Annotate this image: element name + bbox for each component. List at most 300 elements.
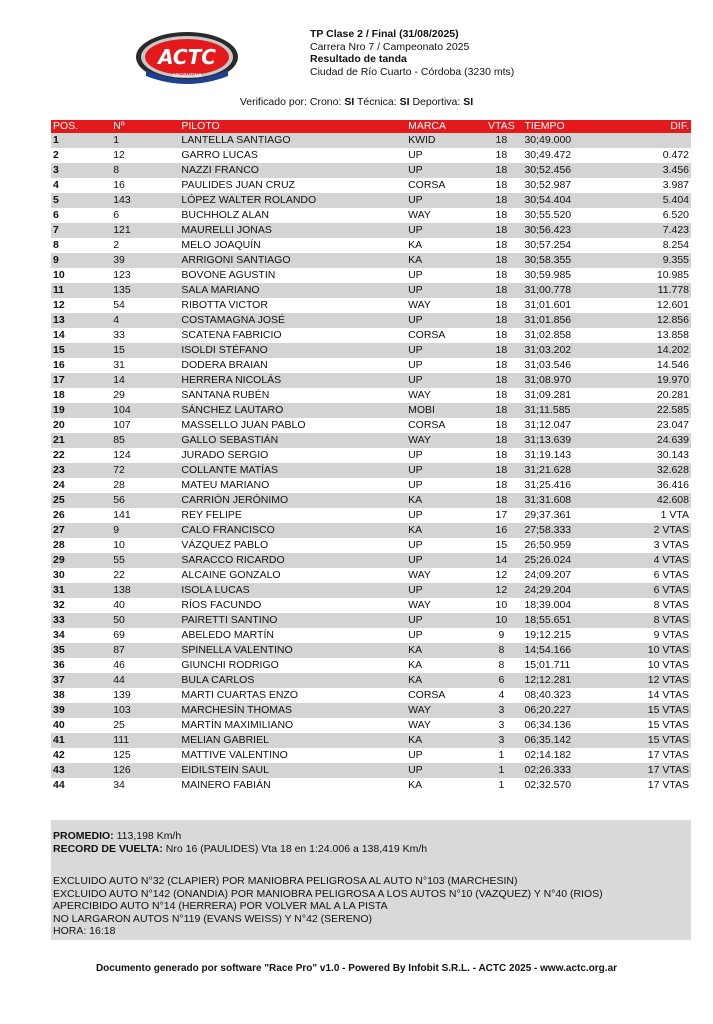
table-row (51, 478, 691, 493)
cell-nro: 56 (111, 493, 179, 508)
table-row (51, 388, 691, 403)
cell-pos: 32 (51, 598, 111, 613)
cell-nro: 143 (111, 193, 179, 208)
cell-nro: 69 (111, 628, 179, 643)
cell-vtas: 18 (480, 298, 522, 313)
cell-tiempo: 30;57.254 (522, 238, 606, 253)
cell-marca: UP (406, 478, 480, 493)
cell-piloto: RIBOTTA VICTOR (179, 298, 406, 313)
cell-marca: KA (406, 733, 480, 748)
cell-dif: 0.472 (607, 148, 691, 163)
cell-piloto: SÁNCHEZ LAUTARO (179, 403, 406, 418)
table-row (51, 373, 691, 388)
cell-vtas: 18 (480, 133, 522, 148)
record-label: RECORD DE VUELTA: (53, 842, 163, 855)
cell-piloto: REY FELIPE (179, 508, 406, 523)
cell-nro: 39 (111, 253, 179, 268)
cell-nro: 50 (111, 613, 179, 628)
cell-pos: 18 (51, 388, 111, 403)
cell-nro: 54 (111, 298, 179, 313)
cell-marca: WAY (406, 298, 480, 313)
cell-pos: 36 (51, 658, 111, 673)
cell-tiempo: 02;32.570 (522, 778, 606, 793)
cell-piloto: LÓPEZ WALTER ROLANDO (179, 193, 406, 208)
cell-pos: 22 (51, 448, 111, 463)
cell-marca: KA (406, 238, 480, 253)
table-row (51, 418, 691, 433)
cell-tiempo: 31;12.047 (522, 418, 606, 433)
cell-tiempo: 24;09.207 (522, 568, 606, 583)
cell-pos: 30 (51, 568, 111, 583)
cell-dif: 15 VTAS (607, 703, 691, 718)
cell-dif: 3.987 (607, 178, 691, 193)
cell-tiempo: 26;50.959 (522, 538, 606, 553)
table-row (51, 583, 691, 598)
cell-pos: 17 (51, 373, 111, 388)
cell-vtas: 18 (480, 448, 522, 463)
cell-pos: 27 (51, 523, 111, 538)
cell-pos: 4 (51, 178, 111, 193)
cell-piloto: MARTÍN MAXIMILIANO (179, 718, 406, 733)
cell-marca: KA (406, 778, 480, 793)
cell-nro: 1 (111, 133, 179, 148)
cell-tiempo: 31;03.546 (522, 358, 606, 373)
cell-piloto: EIDILSTEIN SAUL (179, 763, 406, 778)
cell-vtas: 18 (480, 148, 522, 163)
cell-pos: 3 (51, 163, 111, 178)
table-row (51, 223, 691, 238)
cell-vtas: 18 (480, 163, 522, 178)
cell-marca: UP (406, 553, 480, 568)
cell-tiempo: 19;12.215 (522, 628, 606, 643)
cell-piloto: VÁZQUEZ PABLO (179, 538, 406, 553)
cell-vtas: 4 (480, 688, 522, 703)
cell-nro: 10 (111, 538, 179, 553)
col-header-tiempo: TIEMPO (522, 120, 606, 133)
cell-tiempo: 06;35.142 (522, 733, 606, 748)
cell-pos: 7 (51, 223, 111, 238)
footer-text: Documento generado por software "Race Pro" v1.0 - Powered By Infobit S.R.L. - ACTC 2025 - www.actc.org.ar (95, 963, 618, 974)
cell-vtas: 10 (480, 613, 522, 628)
cell-nro: 16 (111, 178, 179, 193)
verification-deportiva-label: Deportiva: (412, 96, 461, 108)
cell-dif: 10 VTAS (607, 643, 691, 658)
table-row (51, 253, 691, 268)
col-header-piloto: PILOTO (179, 120, 406, 133)
cell-vtas: 3 (480, 733, 522, 748)
cell-tiempo: 31;11.585 (522, 403, 606, 418)
cell-vtas: 3 (480, 718, 522, 733)
cell-vtas: 10 (480, 598, 522, 613)
cell-dif: 14 VTAS (607, 688, 691, 703)
col-header-pos: POS. (51, 120, 111, 133)
cell-pos: 38 (51, 688, 111, 703)
cell-vtas: 18 (480, 283, 522, 298)
cell-vtas: 18 (480, 208, 522, 223)
cell-tiempo: 31;13.639 (522, 433, 606, 448)
cell-dif: 19.970 (607, 373, 691, 388)
cell-dif: 8 VTAS (607, 613, 691, 628)
cell-vtas: 12 (480, 583, 522, 598)
cell-pos: 35 (51, 643, 111, 658)
table-row (51, 133, 691, 148)
cell-nro: 33 (111, 328, 179, 343)
cell-dif: 17 VTAS (607, 748, 691, 763)
logo-subtext: ARGENTINA (172, 73, 202, 79)
cell-marca: UP (406, 148, 480, 163)
cell-vtas: 8 (480, 658, 522, 673)
cell-nro: 25 (111, 718, 179, 733)
cell-nro: 12 (111, 148, 179, 163)
table-row (51, 658, 691, 673)
cell-dif: 6.520 (607, 208, 691, 223)
cell-nro: 29 (111, 388, 179, 403)
cell-vtas: 3 (480, 703, 522, 718)
cell-dif (607, 133, 691, 148)
cell-nro: 14 (111, 373, 179, 388)
table-row (51, 763, 691, 778)
verification-crono: SI (344, 96, 355, 108)
table-row (51, 238, 691, 253)
cell-dif: 36.416 (607, 478, 691, 493)
cell-tiempo: 31;19.143 (522, 448, 606, 463)
record-line (53, 843, 689, 856)
cell-pos: 20 (51, 418, 111, 433)
cell-vtas: 16 (480, 523, 522, 538)
cell-nro: 4 (111, 313, 179, 328)
cell-dif: 6 VTAS (607, 568, 691, 583)
cell-piloto: SALA MARIANO (179, 283, 406, 298)
table-row (51, 283, 691, 298)
cell-tiempo: 29;37.361 (522, 508, 606, 523)
cell-dif: 15 VTAS (607, 718, 691, 733)
cell-pos: 23 (51, 463, 111, 478)
cell-piloto: CARRIÓN JERÓNIMO (179, 493, 406, 508)
cell-vtas: 18 (480, 253, 522, 268)
cell-marca: KA (406, 643, 480, 658)
cell-nro: 31 (111, 358, 179, 373)
cell-piloto: BULA CARLOS (179, 673, 406, 688)
cell-pos: 10 (51, 268, 111, 283)
cell-piloto: MAINERO FABIÁN (179, 778, 406, 793)
cell-nro: 44 (111, 673, 179, 688)
col-header-nro: Nº (111, 120, 179, 133)
cell-dif: 9.355 (607, 253, 691, 268)
cell-nro: 107 (111, 418, 179, 433)
cell-vtas: 18 (480, 268, 522, 283)
cell-vtas: 18 (480, 463, 522, 478)
table-row (51, 703, 691, 718)
cell-tiempo: 02;26.333 (522, 763, 606, 778)
cell-piloto: MARTI CUARTAS ENZO (179, 688, 406, 703)
cell-dif: 6 VTAS (607, 583, 691, 598)
cell-marca: KA (406, 493, 480, 508)
cell-piloto: ISOLDI STÉFANO (179, 343, 406, 358)
cell-dif: 3.456 (607, 163, 691, 178)
cell-nro: 46 (111, 658, 179, 673)
cell-vtas: 1 (480, 778, 522, 793)
cell-vtas: 18 (480, 418, 522, 433)
cell-piloto: LANTELLA SANTIAGO (179, 133, 406, 148)
cell-nro: 141 (111, 508, 179, 523)
cell-dif: 17 VTAS (607, 778, 691, 793)
cell-pos: 14 (51, 328, 111, 343)
cell-tiempo: 30;52.456 (522, 163, 606, 178)
cell-tiempo: 27;58.333 (522, 523, 606, 538)
cell-piloto: BUCHHOLZ ALAN (179, 208, 406, 223)
cell-nro: 2 (111, 238, 179, 253)
cell-pos: 41 (51, 733, 111, 748)
cell-tiempo: 30;52.987 (522, 178, 606, 193)
cell-pos: 13 (51, 313, 111, 328)
table-row (51, 748, 691, 763)
cell-piloto: SCATENA FABRICIO (179, 328, 406, 343)
cell-piloto: PAULIDES JUAN CRUZ (179, 178, 406, 193)
cell-dif: 10 VTAS (607, 658, 691, 673)
cell-vtas: 18 (480, 343, 522, 358)
cell-dif: 3 VTAS (607, 538, 691, 553)
cell-dif: 13.858 (607, 328, 691, 343)
cell-vtas: 18 (480, 388, 522, 403)
cell-marca: UP (406, 463, 480, 478)
cell-tiempo: 15;01.711 (522, 658, 606, 673)
table-row (51, 778, 691, 793)
cell-dif: 20.281 (607, 388, 691, 403)
cell-marca: UP (406, 358, 480, 373)
cell-pos: 29 (51, 553, 111, 568)
cell-tiempo: 18;55.651 (522, 613, 606, 628)
cell-pos: 28 (51, 538, 111, 553)
cell-tiempo: 30;49.000 (522, 133, 606, 148)
cell-dif: 17 VTAS (607, 763, 691, 778)
cell-piloto: ABELEDO MARTÍN (179, 628, 406, 643)
cell-marca: KA (406, 673, 480, 688)
cell-marca: KA (406, 253, 480, 268)
cell-piloto: SANTANA RUBÉN (179, 388, 406, 403)
cell-pos: 21 (51, 433, 111, 448)
cell-dif: 12.856 (607, 313, 691, 328)
table-header-row (51, 120, 691, 133)
cell-piloto: MAURELLI JONAS (179, 223, 406, 238)
cell-piloto: MARCHESÍN THOMAS (179, 703, 406, 718)
cell-marca: UP (406, 373, 480, 388)
cell-vtas: 18 (480, 328, 522, 343)
cell-nro: 8 (111, 163, 179, 178)
cell-pos: 19 (51, 403, 111, 418)
table-row (51, 298, 691, 313)
cell-marca: WAY (406, 433, 480, 448)
table-row (51, 508, 691, 523)
cell-tiempo: 18;39.004 (522, 598, 606, 613)
cell-dif: 14.546 (607, 358, 691, 373)
cell-pos: 9 (51, 253, 111, 268)
cell-dif: 42.608 (607, 493, 691, 508)
cell-tiempo: 25;26.024 (522, 553, 606, 568)
cell-tiempo: 31;01.856 (522, 313, 606, 328)
table-row (51, 733, 691, 748)
cell-marca: UP (406, 283, 480, 298)
cell-tiempo: 02;14.182 (522, 748, 606, 763)
col-header-dif: DIF. (607, 120, 691, 133)
cell-piloto: COLLANTE MATÍAS (179, 463, 406, 478)
cell-piloto: MASSELLO JUAN PABLO (179, 418, 406, 433)
table-row (51, 553, 691, 568)
cell-pos: 44 (51, 778, 111, 793)
cell-dif: 22.585 (607, 403, 691, 418)
table-row (51, 598, 691, 613)
cell-marca: WAY (406, 388, 480, 403)
cell-pos: 26 (51, 508, 111, 523)
cell-nro: 72 (111, 463, 179, 478)
document-subtitle: Carrera Nro 7 / Campeonato 2025 (310, 40, 470, 53)
cell-piloto: BOVONE AGUSTIN (179, 268, 406, 283)
cell-marca: CORSA (406, 418, 480, 433)
table-row (51, 643, 691, 658)
cell-marca: UP (406, 508, 480, 523)
results-body (51, 133, 691, 793)
table-row (51, 358, 691, 373)
cell-piloto: ISOLA LUCAS (179, 583, 406, 598)
location-text: Ciudad de Río Cuarto - Córdoba (3230 mts) (310, 65, 515, 78)
cell-dif: 9 VTAS (607, 628, 691, 643)
summary-box (51, 820, 691, 940)
cell-nro: 22 (111, 568, 179, 583)
cell-nro: 34 (111, 778, 179, 793)
cell-marca: UP (406, 613, 480, 628)
cell-vtas: 18 (480, 358, 522, 373)
cell-dif: 5.404 (607, 193, 691, 208)
cell-piloto: ALCAINE GONZALO (179, 568, 406, 583)
table-row (51, 463, 691, 478)
cell-vtas: 17 (480, 508, 522, 523)
cell-vtas: 14 (480, 553, 522, 568)
header-block (310, 28, 514, 78)
cell-marca: WAY (406, 703, 480, 718)
cell-nro: 138 (111, 583, 179, 598)
cell-piloto: MATTIVE VALENTINO (179, 748, 406, 763)
cell-tiempo: 31;25.416 (522, 478, 606, 493)
cell-marca: MOBI (406, 403, 480, 418)
cell-piloto: MELO JOAQUÍN (179, 238, 406, 253)
cell-dif: 24.639 (607, 433, 691, 448)
cell-nro: 126 (111, 763, 179, 778)
cell-tiempo: 31;31.608 (522, 493, 606, 508)
table-row (51, 313, 691, 328)
cell-dif: 4 VTAS (607, 553, 691, 568)
cell-marca: WAY (406, 718, 480, 733)
cell-pos: 43 (51, 763, 111, 778)
cell-tiempo: 31;21.628 (522, 463, 606, 478)
col-header-vtas: VTAS (480, 120, 522, 133)
table-row (51, 538, 691, 553)
cell-marca: UP (406, 763, 480, 778)
cell-vtas: 18 (480, 373, 522, 388)
cell-dif: 14.202 (607, 343, 691, 358)
cell-tiempo: 08;40.323 (522, 688, 606, 703)
table-row (51, 688, 691, 703)
cell-nro: 15 (111, 343, 179, 358)
cell-piloto: DODERA BRAIAN (179, 358, 406, 373)
cell-dif: 10.985 (607, 268, 691, 283)
actc-logo (134, 30, 240, 86)
cell-marca: UP (406, 223, 480, 238)
cell-marca: UP (406, 268, 480, 283)
cell-piloto: COSTAMAGNA JOSÉ (179, 313, 406, 328)
cell-tiempo: 31;00.778 (522, 283, 606, 298)
cell-dif: 32.628 (607, 463, 691, 478)
cell-marca: WAY (406, 568, 480, 583)
cell-dif: 23.047 (607, 418, 691, 433)
cell-marca: UP (406, 163, 480, 178)
cell-vtas: 18 (480, 433, 522, 448)
cell-vtas: 1 (480, 763, 522, 778)
cell-dif: 15 VTAS (607, 733, 691, 748)
document-title: TP Clase 2 / Final (31/08/2025) (310, 28, 459, 40)
note-line: APERCIBIDO AUTO N°14 (HERRERA) POR VOLVER MAL A LA PISTA (53, 900, 388, 912)
promedio-line (53, 830, 689, 843)
cell-tiempo: 30;55.520 (522, 208, 606, 223)
cell-piloto: MELIAN GABRIEL (179, 733, 406, 748)
cell-pos: 42 (51, 748, 111, 763)
cell-piloto: GALLO SEBASTIÁN (179, 433, 406, 448)
cell-tiempo: 14;54.166 (522, 643, 606, 658)
cell-tiempo: 30;54.404 (522, 193, 606, 208)
record-value: Nro 16 (PAULIDES) Vta 18 en 1:24.006 a 138,419 Km/h (165, 842, 428, 855)
cell-piloto: ARRIGONI SANTIAGO (179, 253, 406, 268)
note-line: HORA: 16:18 (53, 925, 116, 937)
cell-dif: 12.601 (607, 298, 691, 313)
table-row (51, 328, 691, 343)
cell-piloto: SPINELLA VALENTINO (179, 643, 406, 658)
cell-marca: UP (406, 748, 480, 763)
cell-tiempo: 30;56.423 (522, 223, 606, 238)
cell-nro: 55 (111, 553, 179, 568)
promedio-label: PROMEDIO: (53, 830, 114, 842)
cell-vtas: 18 (480, 403, 522, 418)
cell-marca: KA (406, 523, 480, 538)
cell-vtas: 18 (480, 313, 522, 328)
cell-pos: 5 (51, 193, 111, 208)
promedio-value: 113,198 Km/h (116, 830, 182, 842)
table-row (51, 628, 691, 643)
cell-piloto: SARACCO RICARDO (179, 553, 406, 568)
cell-pos: 39 (51, 703, 111, 718)
cell-vtas: 6 (480, 673, 522, 688)
cell-vtas: 18 (480, 478, 522, 493)
verification-line (0, 96, 713, 108)
cell-vtas: 18 (480, 238, 522, 253)
cell-tiempo: 31;08.970 (522, 373, 606, 388)
col-header-marca: MARCA (406, 120, 480, 133)
cell-dif: 8 VTAS (607, 598, 691, 613)
logo-wordmark: ACTC (158, 45, 216, 69)
cell-tiempo: 31;02.858 (522, 328, 606, 343)
cell-vtas: 18 (480, 178, 522, 193)
cell-marca: WAY (406, 598, 480, 613)
cell-dif: 30.143 (607, 448, 691, 463)
cell-marca: KWID (406, 133, 480, 148)
cell-marca: CORSA (406, 688, 480, 703)
cell-marca: UP (406, 193, 480, 208)
cell-piloto: CALO FRANCISCO (179, 523, 406, 538)
cell-dif: 8.254 (607, 238, 691, 253)
verification-tecnica: SI (399, 96, 410, 108)
notes-block (53, 875, 689, 938)
cell-pos: 25 (51, 493, 111, 508)
cell-piloto: PAIRETTI SANTINO (179, 613, 406, 628)
cell-pos: 6 (51, 208, 111, 223)
cell-vtas: 8 (480, 643, 522, 658)
